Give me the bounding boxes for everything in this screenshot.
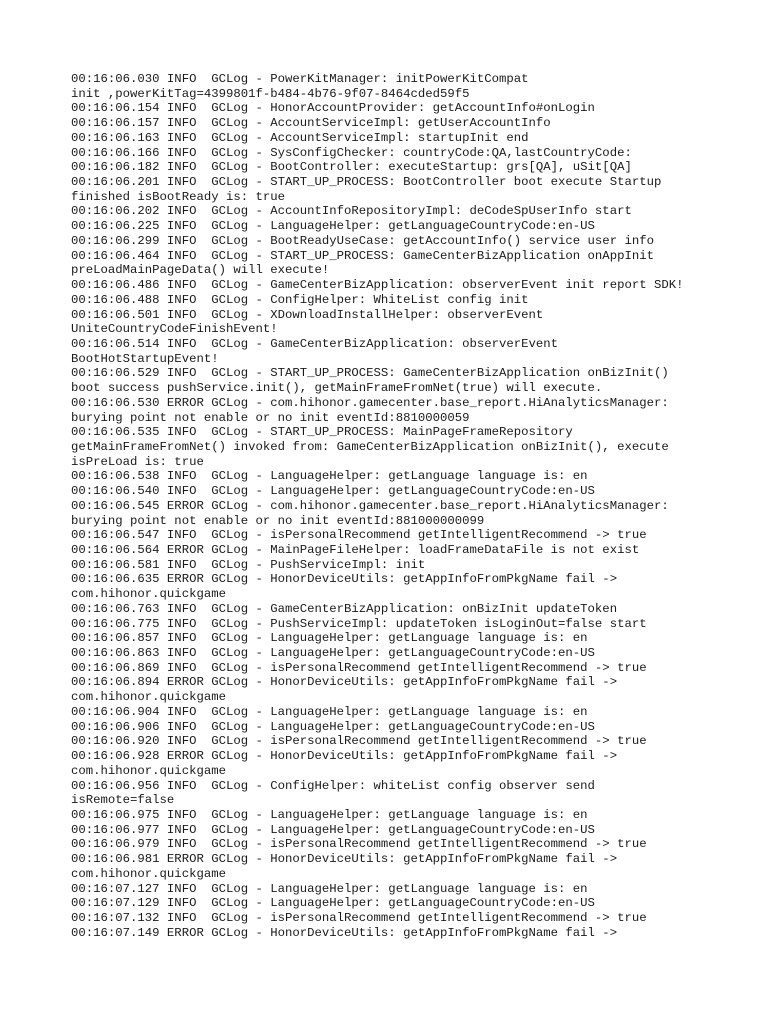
log-line: com.hihonor.quickgame [71, 690, 226, 705]
log-document [71, 72, 751, 940]
log-line: preLoadMainPageData() will execute! [71, 263, 330, 278]
log-line: 00:16:06.501 INFO GCLog - XDownloadInstallHelper: observerEvent [71, 307, 544, 322]
log-line: BootHotStartupEvent! [71, 351, 219, 366]
log-line: 00:16:06.464 INFO GCLog - START_UP_PROCESS: GameCenterBizApplication onAppInit [71, 248, 654, 263]
log-line: 00:16:06.030 INFO GCLog - PowerKitManager: initPowerKitCompat [71, 72, 529, 86]
log-line: 00:16:07.132 INFO GCLog - isPersonalRecommend getIntelligentRecommend -> true [71, 910, 647, 925]
log-line: 00:16:06.869 INFO GCLog - isPersonalRecommend getIntelligentRecommend -> true [71, 660, 647, 675]
log-line: 00:16:06.535 INFO GCLog - START_UP_PROCESS: MainPageFrameRepository [71, 425, 573, 440]
log-line: 00:16:06.201 INFO GCLog - START_UP_PROCESS: BootController boot execute Startup [71, 175, 662, 190]
log-line: 00:16:06.863 INFO GCLog - LanguageHelper: getLanguageCountryCode:en-US [71, 646, 595, 661]
log-line: 00:16:06.538 INFO GCLog - LanguageHelper: getLanguage language is: en [71, 469, 588, 484]
log-line: 00:16:07.127 INFO GCLog - LanguageHelper: getLanguage language is: en [71, 881, 588, 896]
log-line: finished isBootReady is: true [71, 189, 286, 204]
log-line: getMainFrameFromNet() invoked from: GameCenterBizApplication onBizInit(), execute [71, 439, 669, 454]
log-line: 00:16:06.545 ERROR GCLog - com.hihonor.gamecenter.base_report.HiAnalyticsManager: [71, 498, 669, 513]
log-line: 00:16:06.486 INFO GCLog - GameCenterBizApplication: observerEvent init report SDK! [71, 278, 684, 293]
log-line: isPreLoad is: true [71, 454, 204, 469]
log-line: boot success pushService.init(), getMainFrameFromNet(true) will execute. [71, 381, 603, 396]
log-line: init ,powerKitTag=4399801f-b484-4b76-9f07-8464cded59f5 [71, 86, 470, 101]
log-line: 00:16:06.906 INFO GCLog - LanguageHelper: getLanguageCountryCode:en-US [71, 719, 595, 734]
log-line: 00:16:06.857 INFO GCLog - LanguageHelper: getLanguage language is: en [71, 631, 588, 646]
log-line: 00:16:06.904 INFO GCLog - LanguageHelper: getLanguage language is: en [71, 704, 588, 719]
log-line: 00:16:06.977 INFO GCLog - LanguageHelper: getLanguageCountryCode:en-US [71, 822, 595, 837]
log-line: 00:16:06.763 INFO GCLog - GameCenterBizApplication: onBizInit updateToken [71, 601, 618, 616]
log-line: 00:16:06.514 INFO GCLog - GameCenterBizApplication: observerEvent [71, 336, 559, 351]
log-line: 00:16:06.928 ERROR GCLog - HonorDeviceUtils: getAppInfoFromPkgName fail -> [71, 749, 618, 764]
log-line: 00:16:06.540 INFO GCLog - LanguageHelper: getLanguageCountryCode:en-US [71, 484, 595, 499]
log-line: 00:16:06.981 ERROR GCLog - HonorDeviceUtils: getAppInfoFromPkgName fail -> [71, 852, 618, 867]
log-line: 00:16:06.225 INFO GCLog - LanguageHelper: getLanguageCountryCode:en-US [71, 219, 595, 234]
log-line: 00:16:06.975 INFO GCLog - LanguageHelper: getLanguage language is: en [71, 807, 588, 822]
log-line: UniteCountryCodeFinishEvent! [71, 322, 278, 337]
log-line: com.hihonor.quickgame [71, 587, 226, 602]
log-line: 00:16:06.157 INFO GCLog - AccountServiceImpl: getUserAccountInfo [71, 116, 551, 131]
log-line: 00:16:06.488 INFO GCLog - ConfigHelper: WhiteList config init [71, 292, 529, 307]
log-line: 00:16:06.154 INFO GCLog - HonorAccountProvider: getAccountInfo#onLogin [71, 101, 595, 116]
log-line: burying point not enable or no init eventId:881000000099 [71, 513, 485, 528]
log-line: 00:16:06.530 ERROR GCLog - com.hihonor.gamecenter.base_report.HiAnalyticsManager: [71, 395, 669, 410]
log-line: 00:16:06.979 INFO GCLog - isPersonalRecommend getIntelligentRecommend -> true [71, 837, 647, 852]
log-line: 00:16:06.564 ERROR GCLog - MainPageFileHelper: loadFrameDataFile is not exist [71, 543, 640, 557]
log-line: 00:16:06.529 INFO GCLog - START_UP_PROCESS: GameCenterBizApplication onBizInit() [71, 366, 669, 381]
log-line: 00:16:06.202 INFO GCLog - AccountInfoRepositoryImpl: deCodeSpUserInfo start [71, 204, 632, 219]
log-line: burying point not enable or no init eventId:8810000059 [71, 410, 470, 425]
log-line: 00:16:06.920 INFO GCLog - isPersonalRecommend getIntelligentRecommend -> true [71, 734, 647, 749]
log-line: 00:16:06.299 INFO GCLog - BootReadyUseCase: getAccountInfo() service user info [71, 233, 654, 248]
log-line: 00:16:07.129 INFO GCLog - LanguageHelper: getLanguageCountryCode:en-US [71, 896, 595, 911]
log-line: com.hihonor.quickgame [71, 763, 226, 778]
log-line: 00:16:06.894 ERROR GCLog - HonorDeviceUtils: getAppInfoFromPkgName fail -> [71, 675, 618, 690]
log-line: 00:16:06.166 INFO GCLog - SysConfigChecker: countryCode:QA,lastCountryCode: [71, 145, 632, 160]
log-line: 00:16:06.775 INFO GCLog - PushServiceImpl: updateToken isLoginOut=false start [71, 616, 647, 631]
log-line: 00:16:07.149 ERROR GCLog - HonorDeviceUtils: getAppInfoFromPkgName fail -> [71, 925, 618, 940]
log-line: 00:16:06.581 INFO GCLog - PushServiceImpl: init [71, 557, 426, 572]
log-line: 00:16:06.163 INFO GCLog - AccountServiceImpl: startupInit end [71, 130, 529, 145]
log-line: 00:16:06.635 ERROR GCLog - HonorDeviceUtils: getAppInfoFromPkgName fail -> [71, 572, 618, 587]
log-line: 00:16:06.547 INFO GCLog - isPersonalRecommend getIntelligentRecommend -> true [71, 528, 647, 543]
log-line: 00:16:06.956 INFO GCLog - ConfigHelper: whiteList config observer send [71, 778, 595, 793]
log-line: com.hihonor.quickgame [71, 866, 226, 881]
log-line: 00:16:06.182 INFO GCLog - BootController: executeStartup: grs[QA], uSit[QA] [71, 160, 632, 175]
log-line: isRemote=false [71, 793, 175, 808]
